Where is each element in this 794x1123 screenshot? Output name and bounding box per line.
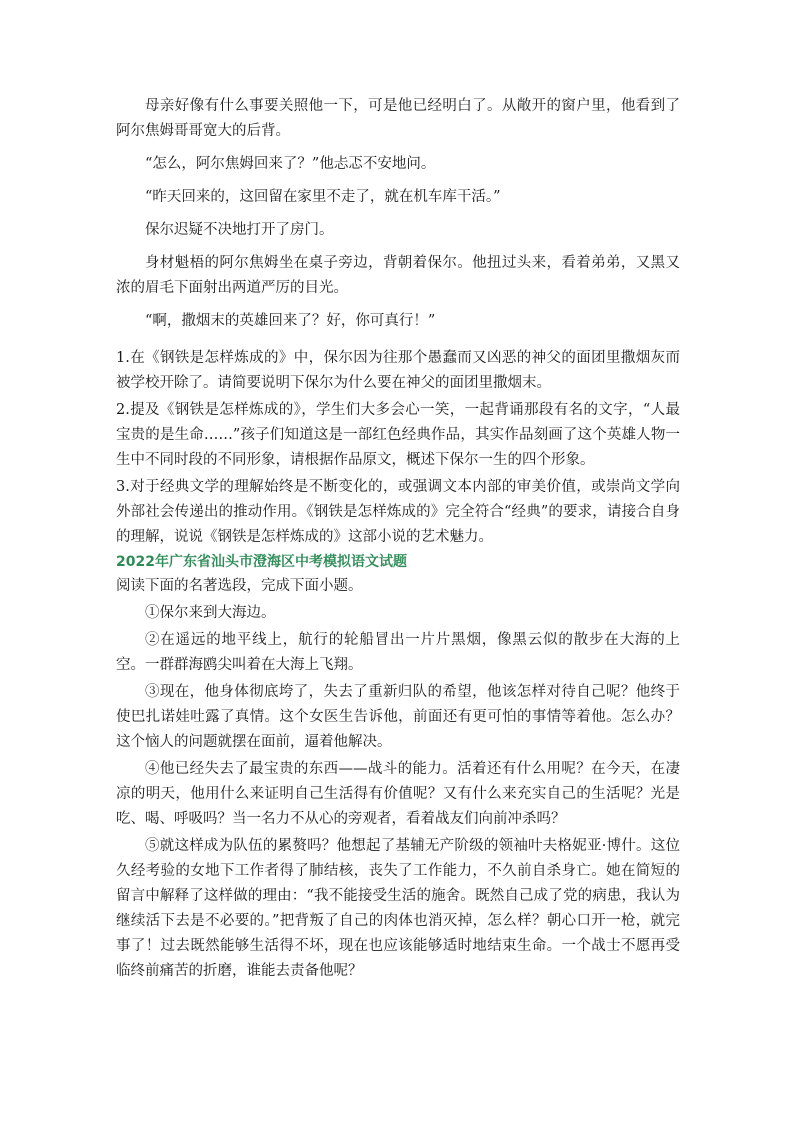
excerpt-paragraph-5: ⑤就这样成为队伍的累赘吗？他想起了基辅无产阶级的领袖叶夫格妮亚·博什。这位久经考验的女地下工作者得了肺结核，丧失了工作能力，不久前自杀身亡。她在简短的留言中解释了这样做的理由：“我不能接受生活的施舍。既然自己成了党的病患，我认为继续活下去是不必要的。”把背叛了自己的肉体也消灭掉，怎么样？朝心口开一枪，就完事了！过去既然能够生活得不坏，现在也应该能够适时地结束生命。一个战士不愿再受临终前痛苦的折磨，谁能去责备他呢？: [116, 838, 680, 979]
excerpt-paragraph-2: ②在遥远的地平线上，航行的轮船冒出一片片黑烟，像黑云似的散步在大海的上空。一群群海鸥尖叫着在大海上飞翔。: [116, 632, 680, 673]
excerpt-paragraph-3: ③现在，他身体彻底垮了，失去了重新归队的希望，他该怎样对待自己呢？他终于使巴扎诺娃吐露了真情。这个女医生告诉他，前面还有更可怕的事情等着他。怎么办？这个恼人的问题就摆在面前，逼着他解决。: [116, 684, 680, 750]
section-heading: 2022年广东省汕头市澄海区中考模拟语文试题: [116, 554, 407, 570]
question-1: 1.在《钢铁是怎样炼成的》中，保尔因为往那个愚蠢而又凶恶的神父的面团里撒烟灰而被学校开除了。请简要说明下保尔为什么要在神父的面团里撒烟末。: [116, 350, 680, 391]
passage-paragraph: “怎么，阿尔焦姆回来了？”他忐忑不安地问。: [145, 156, 436, 172]
question-2: 2.提及《钢铁是怎样炼成的》，学生们大多会心一笑，一起背诵那段有名的文字，“人最宝贵的是生命……”孩子们知道这是一部红色经典作品，其实作品刻画了这个英雄人物一生中不同时段的不同形象，请根据作品原文，概述下保尔一生的四个形象。: [116, 402, 680, 468]
excerpt-paragraph-4: ④他已经失去了最宝贵的东西——战斗的能力。活着还有什么用呢？在今天，在凄凉的明天，他用什么来证明自己生活得有价值呢？又有什么来充实自己的生活呢？光是吃、喝、呼吸吗？当一名力不从心的旁观者，看着战友们向前冲杀吗？: [116, 761, 680, 827]
passage-paragraph: “啊，撒烟末的英雄回来了？好，你可真行！”: [145, 313, 436, 329]
passage-paragraph: “昨天回来的，这回留在家里不走了，就在机车库干活。”: [145, 189, 501, 205]
excerpt-paragraph-1: ①保尔来到大海边。: [145, 605, 276, 621]
document-page: [116, 94, 680, 984]
passage-paragraph: 身材魁梧的阿尔焦姆坐在桌子旁边，背朝着保尔。他扭过头来，看着弟弟，又黑又浓的眉毛下面射出两道严厉的目光。: [116, 255, 680, 296]
instruction: 阅读下面的名著选段，完成下面小题。: [116, 578, 363, 594]
passage-paragraph: 保尔迟疑不决地打开了房门。: [145, 222, 334, 238]
passage-paragraph: 母亲好像有什么事要关照他一下，可是他已经明白了。从敞开的窗户里，他看到了阿尔焦姆哥哥宽大的后背。: [116, 98, 680, 139]
question-3: 3.对于经典文学的理解始终是不断变化的，或强调文本内部的审美价值，或崇尚文学向外部社会传递出的推动作用。《钢铁是怎样炼成的》完全符合“经典”的要求，请接合自身的理解，说说《钢铁是怎样炼成的》这部小说的艺术魅力。: [116, 479, 680, 545]
